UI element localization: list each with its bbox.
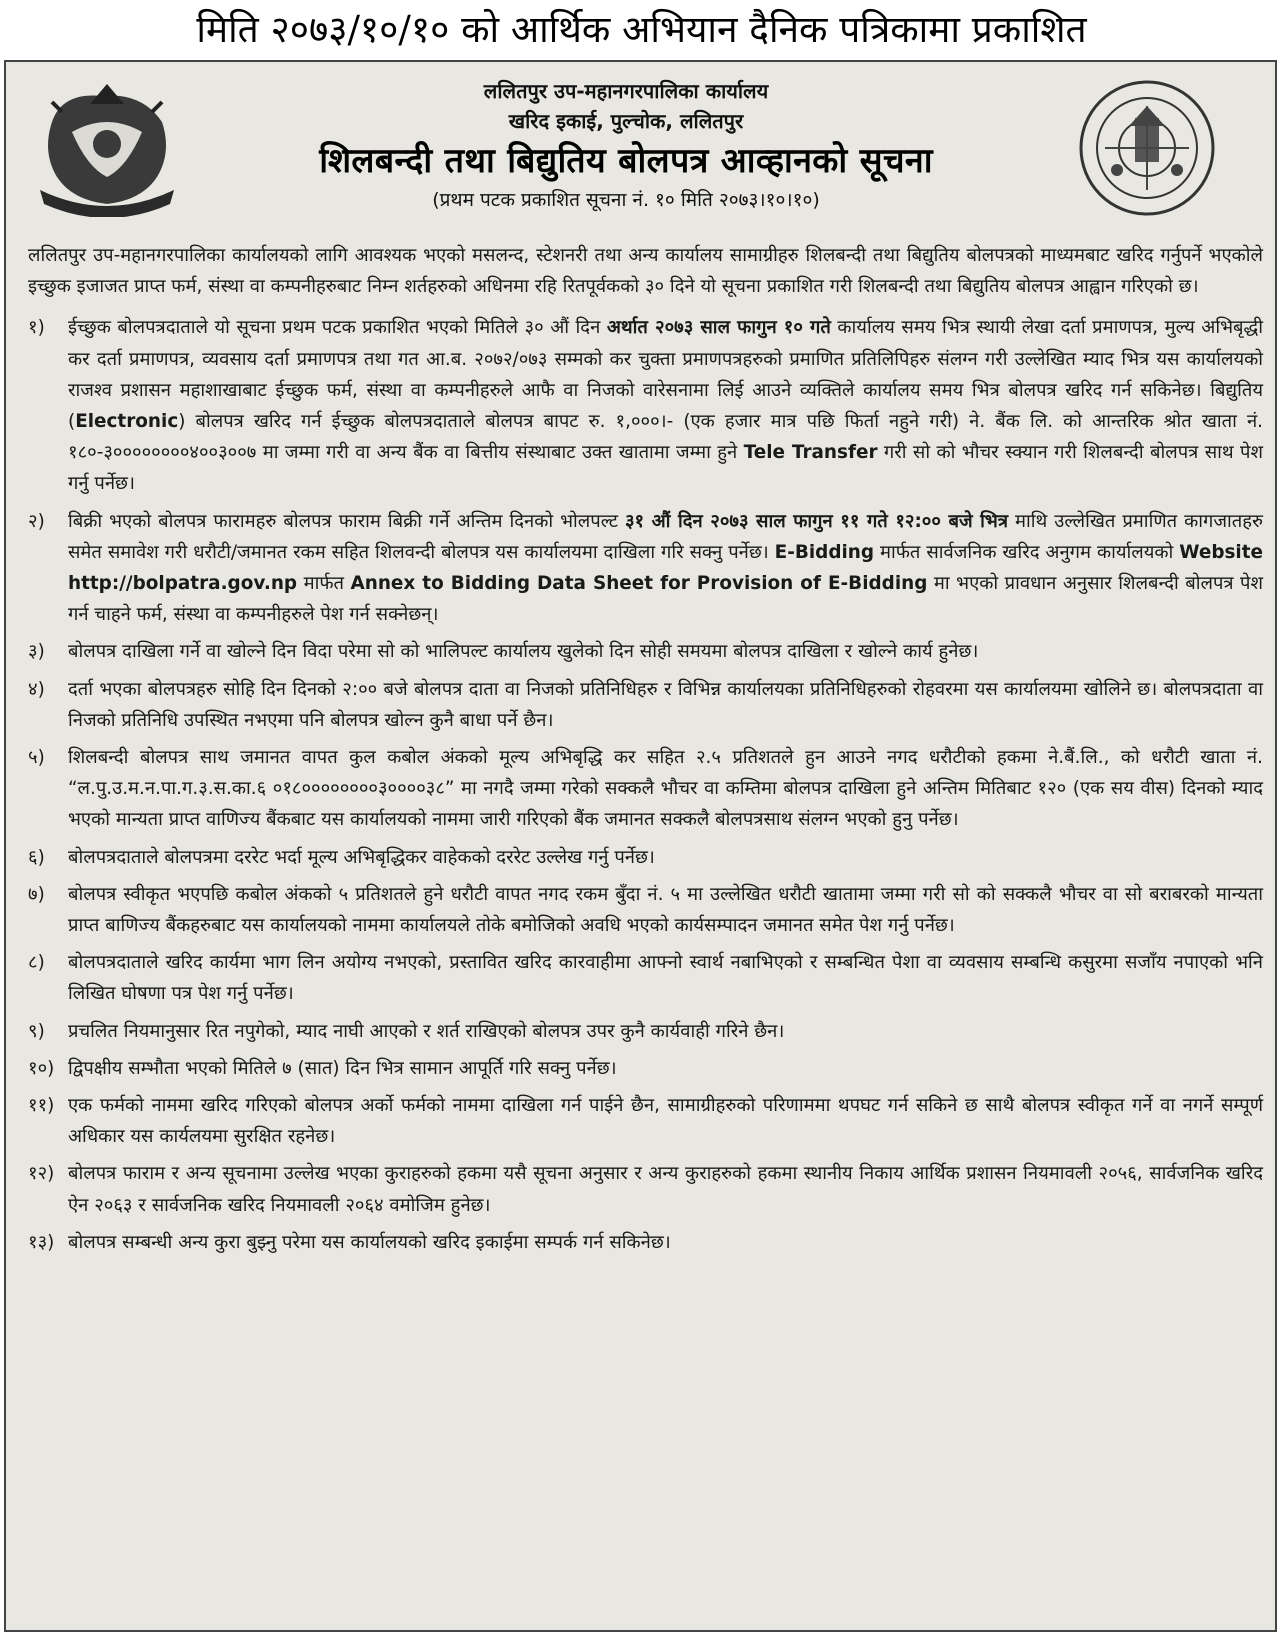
- condition-text-part: बोलपत्र फाराम र अन्य सूचनामा उल्लेख भएका कुराहरुको हकमा यसै सूचना अनुसार र अन्य कुराहरुको हकमा स्थानीय निकाय आर्थिक प्रशासन नियमावली २०५६, सार्वजनिक खरिद ऐन २०६३ र सार्वजनिक खरिद नियमावली २०६४ वमोजिम हुनेछ।: [68, 1163, 1263, 1216]
- condition-number: १): [28, 317, 45, 339]
- condition-text-part: दर्ता भएका बोलपत्रहरु सोहि दिन दिनको २:०० बजे बोलपत्र दाता वा निजको प्रतिनिधिहरु र विभिन्न कार्यालयका प्रतिनिधिहरुको रोहवरमा यस कार्यालयमा खोलिने छ। बोलपत्रदाता वा निजको प्रतिनिधि उपस्थित नभएमा पनि बोलपत्र खोल्न कुनै बाधा पर्ने छैन।: [68, 678, 1263, 731]
- condition-item: [28, 842, 1263, 873]
- condition-number: ५): [28, 747, 45, 769]
- condition-number: ४): [28, 678, 45, 700]
- condition-number: १०): [28, 1057, 55, 1079]
- condition-text-part: बोलपत्रदाताले खरिद कार्यमा भाग लिन अयोग्य नभएको, प्रस्तावित खरिद कारवाहीमा आफ्नो स्वार्थ नबाभिएको र सम्बन्धित पेशा वा व्यवसाय सम्बन्धि कसुरमा सजाँय नपाएको भनि लिखित घोषणा पत्र पेश गर्नु पर्नेछ।: [68, 952, 1263, 1005]
- condition-text: [68, 842, 1263, 873]
- condition-item: [28, 742, 1263, 836]
- condition-text: [68, 636, 1263, 667]
- condition-text-bold: ३१ औं दिन २०७३ साल फागुन ११ गते १२:०० बजे भित्र: [624, 510, 1008, 532]
- condition-item: [28, 506, 1263, 631]
- condition-item: [28, 879, 1263, 941]
- condition-item: [28, 1227, 1263, 1258]
- condition-text-part: ) बोलपत्र खरिद गर्न ईच्छुक बोलपत्रदाताले बोलपत्र बापट रु. १,०००।- (एक हजार मात्र पछि फिर्ता नहुने गरी) ने. बैंक लि. को आन्तरिक श्रोत खाता नं. १८०-३००००००००४००३००७ मा जम्मा गरी वा अन्य बैंक वा बित्तीय संस्थाबाट उक्त खातामा जम्मा हुने: [68, 411, 1263, 464]
- condition-number: ८): [28, 952, 45, 974]
- condition-item: [28, 674, 1263, 736]
- condition-text-part: बोलपत्र दाखिला गर्ने वा खोल्ने दिन विदा परेमा सो को भालिपल्ट कार्यालय खुलेको दिन सोही समयमा बोलपत्र दाखिला र खोल्ने कार्य हुनेछ।: [68, 641, 979, 663]
- condition-text-bold: E-Bidding: [774, 541, 875, 563]
- newspaper-clipping: [4, 60, 1277, 1632]
- condition-item: [28, 312, 1263, 499]
- condition-text-part: बिक्री भएको बोलपत्र फारामहरु बोलपत्र फाराम बिक्री गर्ने अन्तिम दिनको भोलपल्ट: [68, 510, 625, 532]
- condition-text-bold: Tele Transfer: [743, 442, 878, 464]
- condition-text: [68, 1016, 1263, 1047]
- page-caption: मिति २०७३/१०/१० को आर्थिक अभियान दैनिक पत्रिकामा प्रकाशित: [196, 8, 1087, 51]
- condition-text-bold: अर्थात २०७३ साल फागुन १० गते: [606, 317, 831, 339]
- condition-item: [28, 1053, 1263, 1084]
- condition-number: ९): [28, 1020, 45, 1042]
- notice-title: शिलबन्दी तथा बिद्युतिय बोलपत्र आव्हानको सूचना: [319, 141, 933, 181]
- condition-text-part: बोलपत्र स्वीकृत भएपछि कबोल अंकको ५ प्रतिशतले हुने धरौटी वापत नगद रकम बुँदा नं. ५ मा उल्लेखित धरौटी खातामा जम्मा गरी सो को सक्कलै भौचर वा सो बराबरको मान्यता प्राप्त बाणिज्य बैंकहरुबाट यस कार्यालयको नाममा कार्यालयले तोके बमोजिको अवधि भएको कार्यसम्पादन जमानत समेत पेश गर्नु पर्नेछ।: [68, 883, 1263, 937]
- condition-number: ३): [28, 641, 45, 663]
- condition-number: ७): [28, 883, 45, 905]
- condition-text-part: कार्यालय समय भित्र स्थायी लेखा दर्ता प्रमाणपत्र, मुल्य अभिबृद्धी कर दर्ता प्रमाणपत्र, व्यवसाय दर्ता प्रमाणपत्र तथा गत आ.ब. २०७२/०७३ सम्मको कर चुक्ता प्रमाणपत्रहरुको प्रमाणित प्रतिलिपिहरु संलग्न गरी उल्लेखित म्याद भित्र यस कार्यालयको राजश्व प्रशासन महाशाखाबाट ईच्छुक फर्म, संस्था वा कम्पनीहरुले आफै वा निजको वारेसनामा लिई आउने व्यक्तिले कार्यालय समय भित्र बोलपत्र खरिद गर्न सकिनेछ। बिद्युतिय (: [68, 317, 1263, 433]
- condition-text-part: मा भएको प्रावधान अनुसार शिलबन्दी बोलपत्र पेश गर्न चाहने फर्म, संस्था वा कम्पनीहरुले पेश गर्न सक्नेछन्।: [68, 573, 1264, 626]
- condition-text-part: माथि उल्लेखित प्रमाणित कागजातहरु समेत समावेश गरी धरौटी/जमानत रकम सहित शिलवन्दी बोलपत्र यस कार्यालयमा दाखिला गरि सक्नु पर्नेछ।: [68, 510, 1263, 563]
- condition-text-bold: Website http://bolpatra.gov.np: [68, 541, 1263, 595]
- condition-text: [68, 742, 1263, 836]
- office-unit: खरिद इकाई, पुल्चोक, ललितपुर: [508, 109, 744, 133]
- nepal-government-emblem-icon: [32, 82, 182, 217]
- condition-text-part: मार्फत सार्वजनिक खरिद अनुगम कार्यालयको: [874, 541, 1180, 563]
- condition-text: [68, 1227, 1263, 1258]
- condition-text-part: प्रचलित नियमानुसार रित नपुगेको, म्याद नाघी आएको र शर्त राखिएको बोलपत्र उपर कुनै कार्यवाही गरिने छैन।: [68, 1020, 785, 1042]
- notice-header: [206, 76, 1046, 216]
- conditions-list: [28, 312, 1263, 1258]
- condition-number: १२): [28, 1163, 55, 1185]
- condition-text: [68, 879, 1263, 941]
- condition-text-part: गरी सो को भौचर स्क्यान गरी शिलबन्दी बोलपत्र साथ पेश गर्नु पर्नेछ।: [68, 442, 1263, 495]
- condition-item: [28, 1016, 1263, 1047]
- publication-line: (प्रथम पटक प्रकाशित सूचना नं. १० मिति २०७३।१०।१०): [432, 189, 820, 211]
- condition-text: [68, 1053, 1263, 1084]
- condition-text-part: बोलपत्रदाताले बोलपत्रमा दररेट भर्दा मूल्य अभिबृद्धिकर वाहेकको दररेट उल्लेख गर्नु पर्नेछ।: [68, 846, 655, 868]
- condition-item: [28, 1090, 1263, 1152]
- condition-number: २): [28, 510, 45, 532]
- lalitpur-city-seal-icon: [1077, 78, 1217, 218]
- condition-text-part: द्विपक्षीय सम्भौता भएको मितिले ७ (सात) दिन भित्र सामान आपूर्ति गरि सक्नु पर्नेछ।: [68, 1057, 617, 1079]
- office-name: ललितपुर उप-महानगरपालिका कार्यालय: [483, 79, 769, 103]
- condition-item: [28, 1158, 1263, 1220]
- condition-number: ११): [28, 1095, 55, 1117]
- condition-text-part: शिलबन्दी बोलपत्र साथ जमानत वापत कुल कबोल अंकको मूल्य अभिबृद्धि कर सहित २.५ प्रतिशतले हुन आउने नगद धरौटीको हकमा ने.बैं.लि., को धरौटी खाता नं. “ल.पु.उ.म.न.पा.ग.३.स.का.६ ०१८००००००००३००००३८” मा नगदै जम्मा गरेको सक्कलै भौचर वा कम्तिमा बोलपत्र दाखिला हुने अन्तिम मितिबाट १२० (एक सय वीस) दिनको म्याद भएको मान्यता प्राप्त वाणिज्य बैंकबाट यस कार्यालयको नाममा जारी गरिएको बैंक जमानत सक्कलै बोलपत्रसाथ संलग्न भएको हुनु पर्नेछ।: [68, 747, 1263, 831]
- condition-text-part: मार्फत: [297, 573, 351, 595]
- condition-text: [68, 506, 1263, 631]
- condition-item: [28, 636, 1263, 667]
- condition-text: [68, 1090, 1263, 1152]
- condition-text-bold: Electronic: [75, 411, 179, 433]
- condition-item: [28, 947, 1263, 1009]
- condition-text: [68, 312, 1263, 499]
- condition-text: [68, 674, 1263, 736]
- condition-text-bold: Annex to Bidding Data Sheet for Provision of E-Bidding: [350, 573, 928, 595]
- condition-text-part: बोलपत्र सम्बन्धी अन्य कुरा बुझ्नु परेमा यस कार्यालयको खरिद इकाईमा सम्पर्क गर्न सकिनेछ।: [68, 1231, 671, 1253]
- intro-paragraph: ललितपुर उप-महानगरपालिका कार्यालयको लागि आवश्यक भएको मसलन्द, स्टेशनरी तथा अन्य कार्यालय सामाग्रीहरु शिलबन्दी तथा बिद्युतिय बोलपत्रको माध्यमबाट खरिद गर्नुपर्ने भएकोले इच्छुक इजाजत प्राप्त फर्म, संस्था वा कम्पनीहरुबाट निम्न शर्तहरुको अधिनमा रहि रितपूर्वकको ३० दिने यो सूचना प्रकाशित गरी शिलबन्दी तथा बिद्युतिय बोलपत्र आह्वान गरिएको छ।: [28, 245, 1263, 298]
- condition-text: [68, 947, 1263, 1009]
- condition-text-part: ईच्छुक बोलपत्रदाताले यो सूचना प्रथम पटक प्रकाशित भएको मितिले ३० औं दिन: [68, 317, 607, 339]
- condition-text-part: एक फर्मको नाममा खरिद गरिएको बोलपत्र अर्को फर्मको नाममा दाखिला गर्न पाईने छैन, सामाग्रीहरुको परिणाममा थपघट गर्न सकिने छ साथै बोलपत्र स्वीकृत गर्ने वा नगर्ने सम्पूर्ण अधिकार यस कार्यलयमा सुरक्षित रहनेछ।: [68, 1095, 1263, 1148]
- condition-number: ६): [28, 846, 45, 868]
- condition-text: [68, 1158, 1263, 1220]
- condition-number: १३): [28, 1231, 55, 1253]
- notice-body: [28, 240, 1263, 1264]
